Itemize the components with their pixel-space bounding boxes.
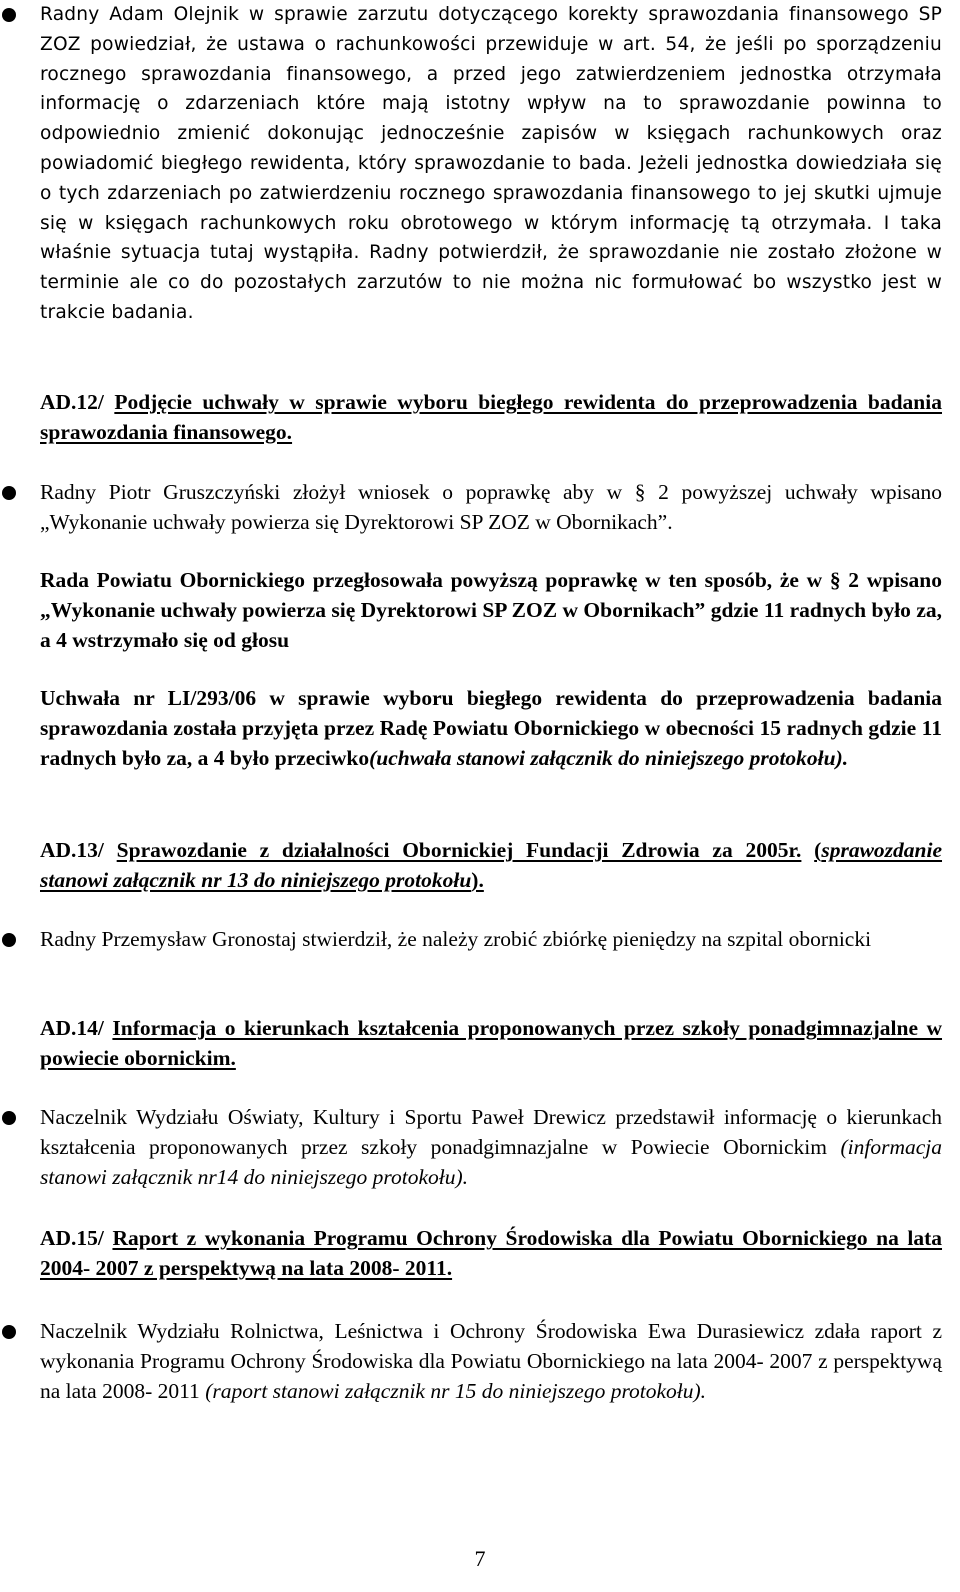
agenda-item-12-heading — [40, 388, 942, 448]
attachment-note-open: ( — [814, 838, 822, 862]
bullet-icon — [2, 1111, 16, 1125]
paragraph-text: Radny Przemysław Gronostaj stwierdził, że należy zrobić zbiórkę pieniędzy na szpital obornicki — [40, 927, 872, 951]
agenda-item-label: AD.12/ — [40, 390, 104, 414]
bullet-icon — [2, 486, 16, 500]
paragraph-text: Naczelnik Wydziału Rolnictwa, Leśnictwa i Ochrony Środowiska Ewa Durasiewicz zdała raport z wykonania Programu Ochrony Środowiska dla Powiatu Obornickiego na lata 2004- 2007 z perspektywą na lata 2008- 2011 — [40, 1319, 942, 1403]
agenda-item-label: AD.15/ — [40, 1226, 104, 1250]
vote-result-text: Uchwała nr LI/293/06 w sprawie wyboru biegłego rewidenta do przeprowadzenia badania sprawozdania została przyjęta przez Radę Powiatu Obornickiego w obecności 15 radnych gdzie 11 radnych było za, a 4 było przeciwko — [40, 686, 942, 770]
paragraph-durasiewicz — [40, 1317, 942, 1406]
agenda-item-14-heading — [40, 1014, 942, 1074]
paragraph-text: Naczelnik Wydziału Oświaty, Kultury i Sportu Paweł Drewicz przedstawił informację o kierunkach kształcenia proponowanych przez szkoły ponadgimnazjalne w Powiecie Obornickim — [40, 1105, 942, 1159]
agenda-item-title: Sprawozdanie z działalności Obornickiej Fundacji Zdrowia za 2005r. — [116, 838, 802, 862]
agenda-item-title: Informacja o kierunkach kształcenia proponowanych przez szkoły ponadgimnazjalne w powiecie obornickim. — [40, 1016, 943, 1070]
paragraph-drewicz — [40, 1103, 942, 1192]
agenda-item-title: Podjęcie uchwały w sprawie wyboru biegłego rewidenta do przeprowadzenia badania sprawozdania finansowego. — [40, 390, 942, 444]
attachment-note: (raport stanowi załącznik nr 15 do niniejszego protokołu). — [205, 1378, 707, 1403]
paragraph-gronostaj — [40, 925, 942, 955]
attachment-note: (informacja stanowi załącznik nr14 do niniejszego protokołu). — [40, 1134, 942, 1189]
attachment-note: (uchwała stanowi załącznik do niniejszego protokołu). — [369, 745, 849, 770]
paragraph-text: Radny Piotr Gruszczyński złożył wniosek o poprawkę aby w § 2 powyższej uchwały wpisano „Wykonanie uchwały powierza się Dyrektorowi SP ZOZ w Obornikach”. — [40, 480, 942, 534]
bullet-icon — [2, 933, 16, 947]
page-number: 7 — [474, 1546, 486, 1571]
agenda-item-label: AD.13/ — [40, 838, 104, 862]
bullet-icon — [2, 1325, 16, 1339]
bullet-icon — [2, 8, 16, 22]
paragraph-olejnik — [40, 0, 942, 328]
paragraph-text: Radny Adam Olejnik w sprawie zarzutu dotyczącego korekty sprawozdania finansowego SP ZOZ powiedział, że ustawa o rachunkowości przewiduje w art. 54, że jeśli po sporządzeniu rocznego sprawozdania finansowego, a przed jego zatwierdzeniem jednostka otrzymała informację o zdarzeniach które mają istotny wpływ na to sprawozdanie powinna to odpowiednio zmienić dokonując jednocześnie zapisów w księgach rachunkowych oraz powiadomić biegłego rewidenta, który sprawozdanie to bada. Jeżeli jednostka dowiedziała się o tych zdarzeniach po zatwierdzeniu rocznego sprawozdania finansowego to jej skutki ujmuje się w księgach rachunkowych roku obrotowego w którym informację tą otrzymała. I taka właśnie sytuacja tutaj wystąpiła. Radny potwierdził, że sprawozdanie nie zostało złożone w terminie ale co do pozostałych zarzutów to nie można nic formułować bo wszystko jest w trakcie badania. — [40, 4, 942, 323]
agenda-item-15-heading — [40, 1224, 942, 1284]
vote-result-resolution — [40, 684, 942, 773]
vote-result-text: Rada Powiatu Obornickiego przegłosowała powyższą poprawkę w ten sposób, że w § 2 wpisano „Wykonanie uchwały powierza się Dyrektorowi SP ZOZ w Obornikach” gdzie 11 radnych było za, a 4 wstrzymało się od głosu — [40, 568, 942, 652]
vote-result-amendment — [40, 566, 942, 655]
agenda-item-label: AD.14/ — [40, 1016, 104, 1040]
attachment-note-close: ). — [471, 867, 484, 892]
attachment-note: sprawozdanie stanowi załącznik nr 13 do niniejszego protokołu — [40, 838, 943, 892]
agenda-item-title: Raport z wykonania Programu Ochrony Środowiska dla Powiatu Obornickiego na lata 2004- 2007 z perspektywą na lata 2008- 2011. — [40, 1226, 943, 1280]
paragraph-gruszczynski — [40, 478, 942, 538]
agenda-item-13-heading — [40, 836, 942, 896]
